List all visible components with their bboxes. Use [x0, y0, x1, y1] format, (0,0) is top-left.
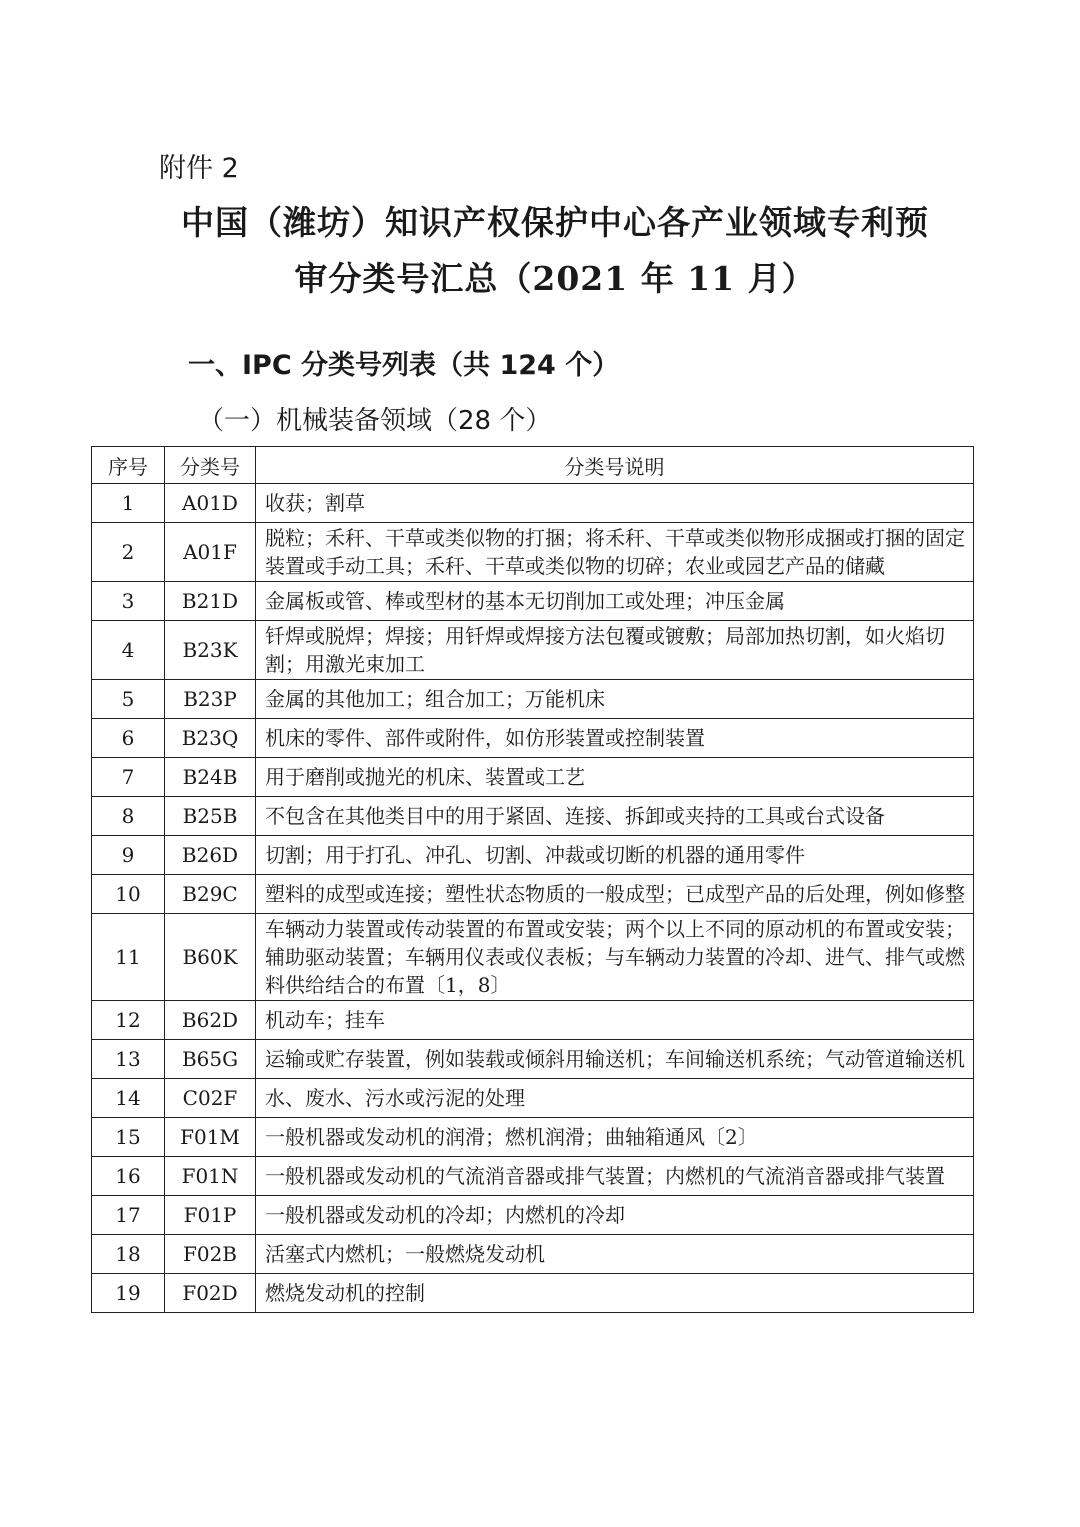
table-row [92, 1235, 974, 1274]
row-code: A01D [165, 484, 256, 523]
row-description: 金属板或管、棒或型材的基本无切削加工或处理；冲压金属 [256, 582, 974, 621]
row-description: 钎焊或脱焊；焊接；用钎焊或焊接方法包覆或镀敷；局部加热切割，如火焰切割；用激光束加工 [256, 621, 974, 680]
document-title-line-2: 审分类号汇总（2021 年 11 月） [294, 259, 816, 298]
row-code: B23P [165, 680, 256, 719]
row-code: B23Q [165, 719, 256, 758]
row-code: F01M [165, 1118, 256, 1157]
row-description: 车辆动力装置或传动装置的布置或安装；两个以上不同的原动机的布置或安装；辅助驱动装置；车辆用仪表或仪表板；与车辆动力装置的冷却、进气、排气或燃料供给结合的布置〔1，8〕 [256, 914, 974, 1001]
row-description: 机床的零件、部件或附件，如仿形装置或控制装置 [256, 719, 974, 758]
header-seq: 序号 [92, 447, 165, 484]
table-row [92, 1274, 974, 1313]
table-row [92, 680, 974, 719]
table-row [92, 1118, 974, 1157]
row-description: 用于磨削或抛光的机床、装置或工艺 [256, 758, 974, 797]
row-seq: 9 [92, 836, 165, 875]
row-code: B24B [165, 758, 256, 797]
row-seq: 1 [92, 484, 165, 523]
row-seq: 16 [92, 1157, 165, 1196]
table-row [92, 1001, 974, 1040]
row-description: 不包含在其他类目中的用于紧固、连接、拆卸或夹持的工具或台式设备 [256, 797, 974, 836]
row-description: 一般机器或发动机的润滑；燃机润滑；曲轴箱通风〔2〕 [256, 1118, 974, 1157]
subsection-heading: （一）机械装备领域（28 个） [198, 406, 552, 436]
row-seq: 15 [92, 1118, 165, 1157]
row-code: B65G [165, 1040, 256, 1079]
row-description: 金属的其他加工；组合加工；万能机床 [256, 680, 974, 719]
row-code: B29C [165, 875, 256, 914]
document-title-line-1: 中国（潍坊）知识产权保护中心各产业领域专利预 [181, 203, 929, 242]
row-description: 塑料的成型或连接；塑性状态物质的一般成型；已成型产品的后处理，例如修整 [256, 875, 974, 914]
row-description: 一般机器或发动机的冷却；内燃机的冷却 [256, 1196, 974, 1235]
row-seq: 14 [92, 1079, 165, 1118]
attachment-label: 附件 2 [159, 153, 239, 184]
row-seq: 3 [92, 582, 165, 621]
row-seq: 19 [92, 1274, 165, 1313]
row-description: 收获；割草 [256, 484, 974, 523]
table-row [92, 758, 974, 797]
row-seq: 11 [92, 914, 165, 1001]
row-description: 运输或贮存装置，例如装载或倾斜用输送机；车间输送机系统；气动管道输送机 [256, 1040, 974, 1079]
row-code: A01F [165, 523, 256, 582]
table-row [92, 1196, 974, 1235]
table-row [92, 836, 974, 875]
row-seq: 13 [92, 1040, 165, 1079]
table-row [92, 582, 974, 621]
row-code: B25B [165, 797, 256, 836]
row-description: 脱粒；禾秆、干草或类似物的打捆；将禾秆、干草或类似物形成捆或打捆的固定装置或手动工具；禾秆、干草或类似物的切碎；农业或园艺产品的储藏 [256, 523, 974, 582]
section-heading: 一、IPC 分类号列表（共 124 个） [188, 350, 620, 381]
row-seq: 5 [92, 680, 165, 719]
row-seq: 18 [92, 1235, 165, 1274]
row-seq: 10 [92, 875, 165, 914]
row-description: 切割；用于打孔、冲孔、切割、冲裁或切断的机器的通用零件 [256, 836, 974, 875]
row-seq: 2 [92, 523, 165, 582]
row-seq: 6 [92, 719, 165, 758]
row-code: B62D [165, 1001, 256, 1040]
row-description: 水、废水、污水或污泥的处理 [256, 1079, 974, 1118]
row-code: B21D [165, 582, 256, 621]
table-row [92, 523, 974, 582]
row-seq: 8 [92, 797, 165, 836]
row-description: 活塞式内燃机；一般燃烧发动机 [256, 1235, 974, 1274]
ipc-classification-table [91, 446, 974, 1313]
table-row [92, 797, 974, 836]
row-code: B23K [165, 621, 256, 680]
table-row [92, 1040, 974, 1079]
table-row [92, 719, 974, 758]
row-code: F01N [165, 1157, 256, 1196]
header-desc: 分类号说明 [256, 447, 974, 484]
table-header-row [92, 447, 974, 484]
table-row [92, 875, 974, 914]
table-row [92, 914, 974, 1001]
header-code: 分类号 [165, 447, 256, 484]
row-code: F01P [165, 1196, 256, 1235]
row-seq: 7 [92, 758, 165, 797]
row-description: 机动车；挂车 [256, 1001, 974, 1040]
table-row [92, 1079, 974, 1118]
row-seq: 12 [92, 1001, 165, 1040]
table-row [92, 1157, 974, 1196]
table-row [92, 621, 974, 680]
row-code: F02D [165, 1274, 256, 1313]
row-seq: 17 [92, 1196, 165, 1235]
table-row [92, 484, 974, 523]
row-code: B26D [165, 836, 256, 875]
row-seq: 4 [92, 621, 165, 680]
row-description: 燃烧发动机的控制 [256, 1274, 974, 1313]
row-description: 一般机器或发动机的气流消音器或排气装置；内燃机的气流消音器或排气装置 [256, 1157, 974, 1196]
row-code: B60K [165, 914, 256, 1001]
row-code: C02F [165, 1079, 256, 1118]
row-code: F02B [165, 1235, 256, 1274]
